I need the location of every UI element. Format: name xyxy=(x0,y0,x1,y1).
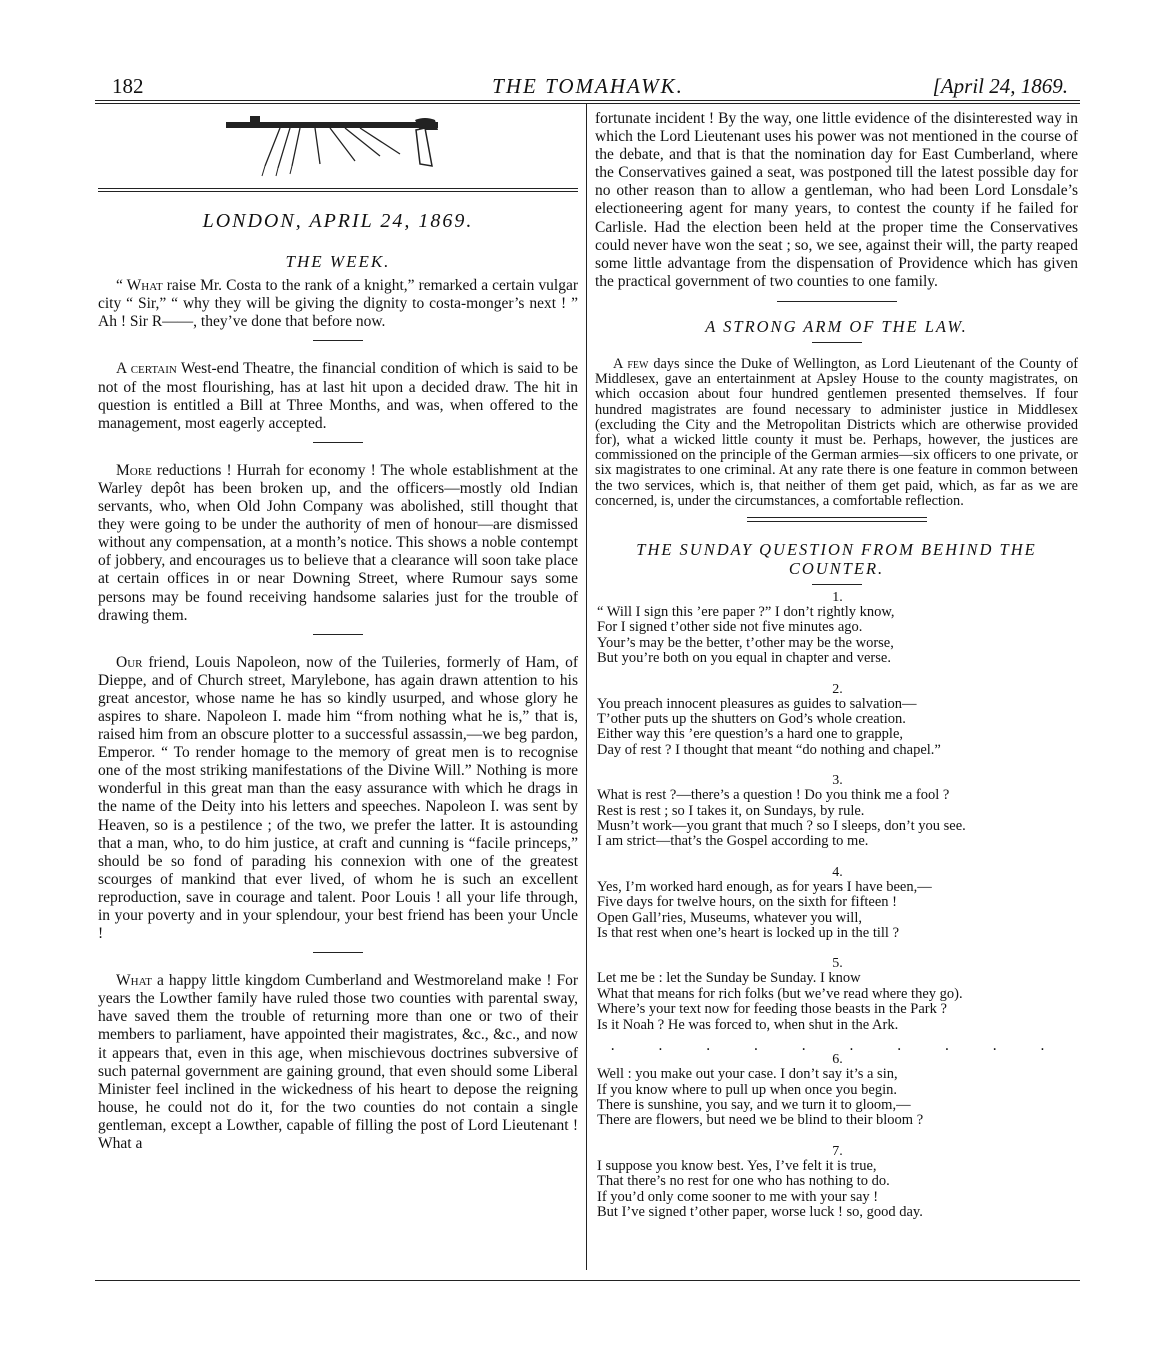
issue-date: [April 24, 1869. xyxy=(932,74,1068,98)
poem-stanza xyxy=(597,1053,1078,1129)
poem-line: There is sunshine, you say, and we turn it to gloom,— xyxy=(597,1096,911,1113)
poem-line: Your’s may be the better, t’other may be the worse, xyxy=(597,634,894,651)
poem xyxy=(595,591,1078,1220)
separator xyxy=(313,634,363,635)
poem-line: Where’s your text now for feeding those beasts in the Park ? xyxy=(597,1001,947,1018)
poem-line: If you know where to pull up when once you begin. xyxy=(597,1081,898,1098)
stanza-number: 4. xyxy=(832,864,843,880)
double-separator xyxy=(777,301,897,305)
poem-line: Let me be : let the Sunday be Sunday. I know xyxy=(597,970,861,987)
poem-line: Is it Noah ? He was forced to, when shut in the Ark. xyxy=(597,1016,899,1033)
stanza-number: 3. xyxy=(832,773,843,789)
tomahawk-icon xyxy=(220,116,456,178)
poem-line: If you’d only come sooner to me with your say ! xyxy=(597,1188,879,1205)
poem-line: Day of rest ? I thought that meant “do nothing and chapel.” xyxy=(597,741,941,758)
poem-stanza xyxy=(597,591,1078,667)
poem-title: THE SUNDAY QUESTION FROM BEHIND THE COUNTER. xyxy=(636,539,1037,578)
poem-stanza xyxy=(597,957,1078,1033)
paragraph-napoleon: Our friend, Louis Napoleon, now of the Tuileries, formerly of Ham, of Dieppe, and of Church street, Marylebone, has again drawn attention to his great ancestor, whose name he has so kindly usurped, and whose glory he aspires to share. Napoleon I. made him “from nothing what he is,” that is, raised him from an obscure plotter to a successful assassin,—we beg pardon, Emperor. “ To render homage to the memory of great men is to recognise one of the most striking manifestations of the Divine Will.” Nothing is more wonderful in this great man than the easy assurance with which he drags in the name of the Deity into his letters and speeches. Napoleon I. was sent by Heaven, so is a pestilence ; of the two, we prefer the latter. It is astounding that a man, who, to do him justice, at craft and cunning is “facile princeps,” should be so fond of parading his connexion with one of the greatest scourges of mankind that ever lived, of whom he is such an excellent reproduction, save in courage and talent. Poor Louis ! all your life through, in your poverty and in your splendour, your best friend has been your Uncle ! xyxy=(98,653,578,943)
paragraph-theatre: A certain West-end Theatre, the financial condition of which is said to be not of the most flourishing, has at last hit upon a decided draw. The hit in question is entitled a Bill at Three Months, and was, when offered to the management, most eagerly accepted. xyxy=(98,360,578,432)
stanza-number: 1. xyxy=(832,589,843,605)
paragraph-cumberland: What a happy little kingdom Cumberland and Westmoreland make ! For years the Lowther family have ruled those two counties with parental sway, have saved them the trouble of returning more than one or two of their members to parliament, have appointed their magistrates, &c., &c., and now it appears that, even in this age, when mischievous doctrines subversive of such paternal government are gaining ground, that even should some Liberal Minister feel inclined in the wickedness of his heart to depose the reigning house, he could not do it, for the two counties do not contain a single gentleman, except a Lowther, capable of filling the post of Lord Lieutenant ! What a xyxy=(98,972,578,1153)
separator xyxy=(313,952,363,953)
poem-line: T’other puts up the shutters on God’s whole creation. xyxy=(597,711,906,727)
poem-line: Either way this ’ere question’s a hard one to grapple, xyxy=(597,726,904,743)
poem-line: You preach innocent pleasures as guides to salvation— xyxy=(597,695,917,712)
poem-line: Is that rest when one’s heart is locked up in the till ? xyxy=(597,925,900,942)
section-title-the-week: THE WEEK. xyxy=(285,252,391,272)
poem-stanza xyxy=(597,683,1078,759)
stanza-number: 2. xyxy=(832,681,843,697)
paragraph-continuation: fortunate incident ! By the way, one little evidence of the disinterested way in which the Lord Lieutenant uses his power was not mentioned in the course of the debate, and that is that the nomination day for East Cumberland, where the Conservatives gained a seat, was postponed till the latest possible day for no other reason than to allow a gentleman, who had been Lord Lonsdale’s electioneering agent for many years, to contest the county if he failed for Carlisle. Had the election been held at the proper time the Conservatives could never have won the seat ; so, we see, against their will, the party reaped some little advantage from the dispensation of Providence which has given the practical government of two counties to one family. xyxy=(595,110,1078,290)
right-column xyxy=(595,110,1078,1236)
paragraph-strong-arm: A few days since the Duke of Wellington, as Lord Lieutenant of the County of Middlesex, gave an entertainment at Apsley House to the county magistrates, on which occasion about four hundred gentlemen presented themselves. If four hundred magistrates are found necessary to administer justice in Middlesex (excluding the City and the Metropolitan Districts which are otherwise provided for), what a wicked little county it must be. Perhaps, however, the justices are commissioned on the principle of the German armies—six officers to one private, or six magistrates to one criminal. At any rate there is one feature in common between the two services, which is, that neither of them get paid, which, as far as we are concerned, is, under the circumstances, a comfortable reflection. xyxy=(595,355,1078,509)
poem-line: Yes, I’m worked hard enough, as for years I have been,— xyxy=(597,878,932,895)
poem-line: Five days for twelve hours, on the sixth for fifteen ! xyxy=(597,894,897,911)
page-number: 182 xyxy=(112,74,144,98)
separator xyxy=(313,340,363,341)
header-rule xyxy=(95,100,1080,101)
poem-stanza xyxy=(597,1145,1078,1221)
stanza-number: 7. xyxy=(832,1143,843,1159)
poem-line: Musn’t work—you grant that much ? so I sleeps, don’t you see. xyxy=(597,818,966,835)
masthead: THE TOMAHAWK. xyxy=(492,74,684,98)
paragraph-reductions: More reductions ! Hurrah for economy ! The whole establishment at the Warley depôt has been broken up, and the officers—mostly old Indian servants, who, when Old John Company was abolished, still thought that they were going to be under the authority of men of honour—are dismissed without any compensation, at a month’s notice. This shows a noble contempt of jobbery, and encourages us to believe that a clearance will soon take place at certain offices in or near Downing Street, where Rumour says some persons may be found receiving handsome salaries just for the trouble of drawing them. xyxy=(98,461,578,624)
poem-line: Well : you make out your case. I don’t say it’s a sin, xyxy=(597,1066,898,1083)
bottom-rule xyxy=(95,1280,1080,1281)
poem-line: But I’ve signed t’other paper, worse luck ! so, good day. xyxy=(597,1203,923,1220)
stanza-number: 5. xyxy=(832,956,843,972)
dateline: LONDON, APRIL 24, 1869. xyxy=(202,210,474,232)
title-rule xyxy=(98,188,578,189)
poem-line: “ Will I sign this ’ere paper ?” I don’t rightly know, xyxy=(597,603,895,620)
double-separator xyxy=(747,517,927,522)
column-divider xyxy=(586,104,587,1270)
separator xyxy=(812,584,862,585)
poem-line: I suppose you know best. Yes, I’ve felt it is true, xyxy=(597,1157,877,1174)
separator xyxy=(313,442,363,443)
poem-stanza xyxy=(597,866,1078,942)
title-rule-2 xyxy=(98,191,578,192)
poem-line: Open Gall’ries, Museums, whatever you will, xyxy=(597,909,862,926)
left-column xyxy=(98,212,578,1153)
poem-line: For I signed t’other side not five minutes ago. xyxy=(597,619,863,636)
ellipsis-row: . . . . . . . . . . xyxy=(610,1037,1065,1055)
poem-stanza xyxy=(597,774,1078,850)
poem-line: I am strict—that’s the Gospel according to me. xyxy=(597,833,869,850)
header-rule-2 xyxy=(95,103,1080,104)
poem-line: But you’re both on you equal in chapter and verse. xyxy=(597,650,891,667)
page-header xyxy=(98,74,1078,100)
poem-line: There are flowers, but need we be blind to their bloom ? xyxy=(597,1112,924,1129)
stanza-number: 6. xyxy=(832,1052,843,1068)
paragraph-costa: “ What raise Mr. Costa to the rank of a knight,” remarked a certain vulgar city “ Sir,” “ why they will be giving the dignity to costa-monger’s next ! ” Ah ! Sir R——, they’ve done that before now. xyxy=(98,277,578,331)
poem-line: Rest is rest ; so I takes it, on Sundays, by rule. xyxy=(597,802,865,819)
poem-line: That there’s no rest for one who has nothing to do. xyxy=(597,1173,890,1190)
separator xyxy=(812,342,862,343)
section-title-strong-arm: A STRONG ARM OF THE LAW. xyxy=(705,316,968,336)
poem-line: What that means for rich folks (but we’ve read where they go). xyxy=(597,985,963,1002)
poem-line: What is rest ?—there’s a question ! Do you think me a fool ? xyxy=(597,787,950,804)
